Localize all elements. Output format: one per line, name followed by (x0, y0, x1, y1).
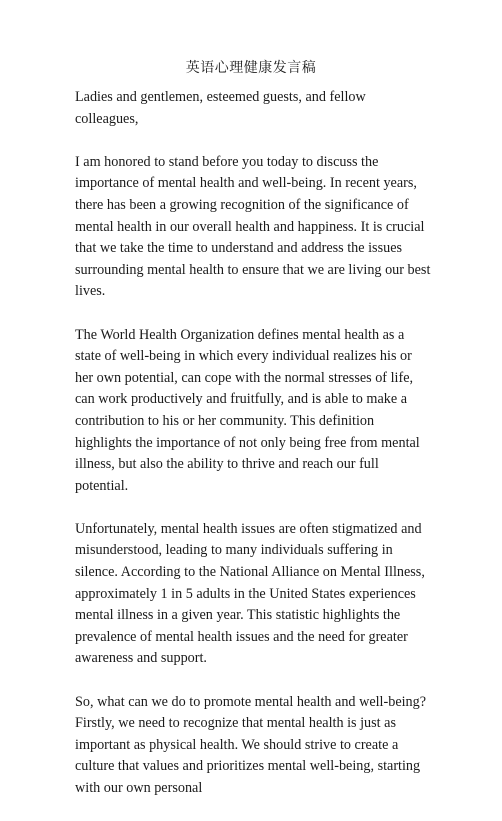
paragraph-greeting: Ladies and gentlemen, esteemed guests, and fellow colleagues, (75, 89, 366, 127)
paragraph-promotion: So, what can we do to promote mental health and well-being? Firstly, we need to recognize that mental health is just as important as physical health. We should strive to create a culture that values and prioritizes mental well-being, starting with our own personal (75, 693, 427, 796)
document-body (75, 87, 431, 821)
paragraph-introduction: I am honored to stand before you today to discuss the importance of mental health and well-being. In recent years, there has been a growing recognition of the significance of mental health in our overall health and happiness. It is crucial that we take the time to understand and address the issues surrounding mental health to ensure that we are living our best lives. (75, 153, 431, 300)
paragraph-stigma: Unfortunately, mental health issues are often stigmatized and misunderstood, leading to many individuals suffering in silence. According to the National Alliance on Mental Illness, approximately 1 in 5 adults in the United States experiences mental illness in a given year. This statistic highlights the prevalence of mental health issues and the need for greater awareness and support. (75, 520, 425, 667)
page-title: 英语心理健康发言稿 (185, 60, 317, 76)
paragraph-who-definition: The World Health Organization defines mental health as a state of well-being in which every individual realizes his or her own potential, can cope with the normal stresses of life, can work productively and fruitfully, and is able to make a contribution to his or her community. This definition highlights the importance of not only being free from mental illness, but also the ability to thrive and reach our full potential. (75, 326, 420, 494)
